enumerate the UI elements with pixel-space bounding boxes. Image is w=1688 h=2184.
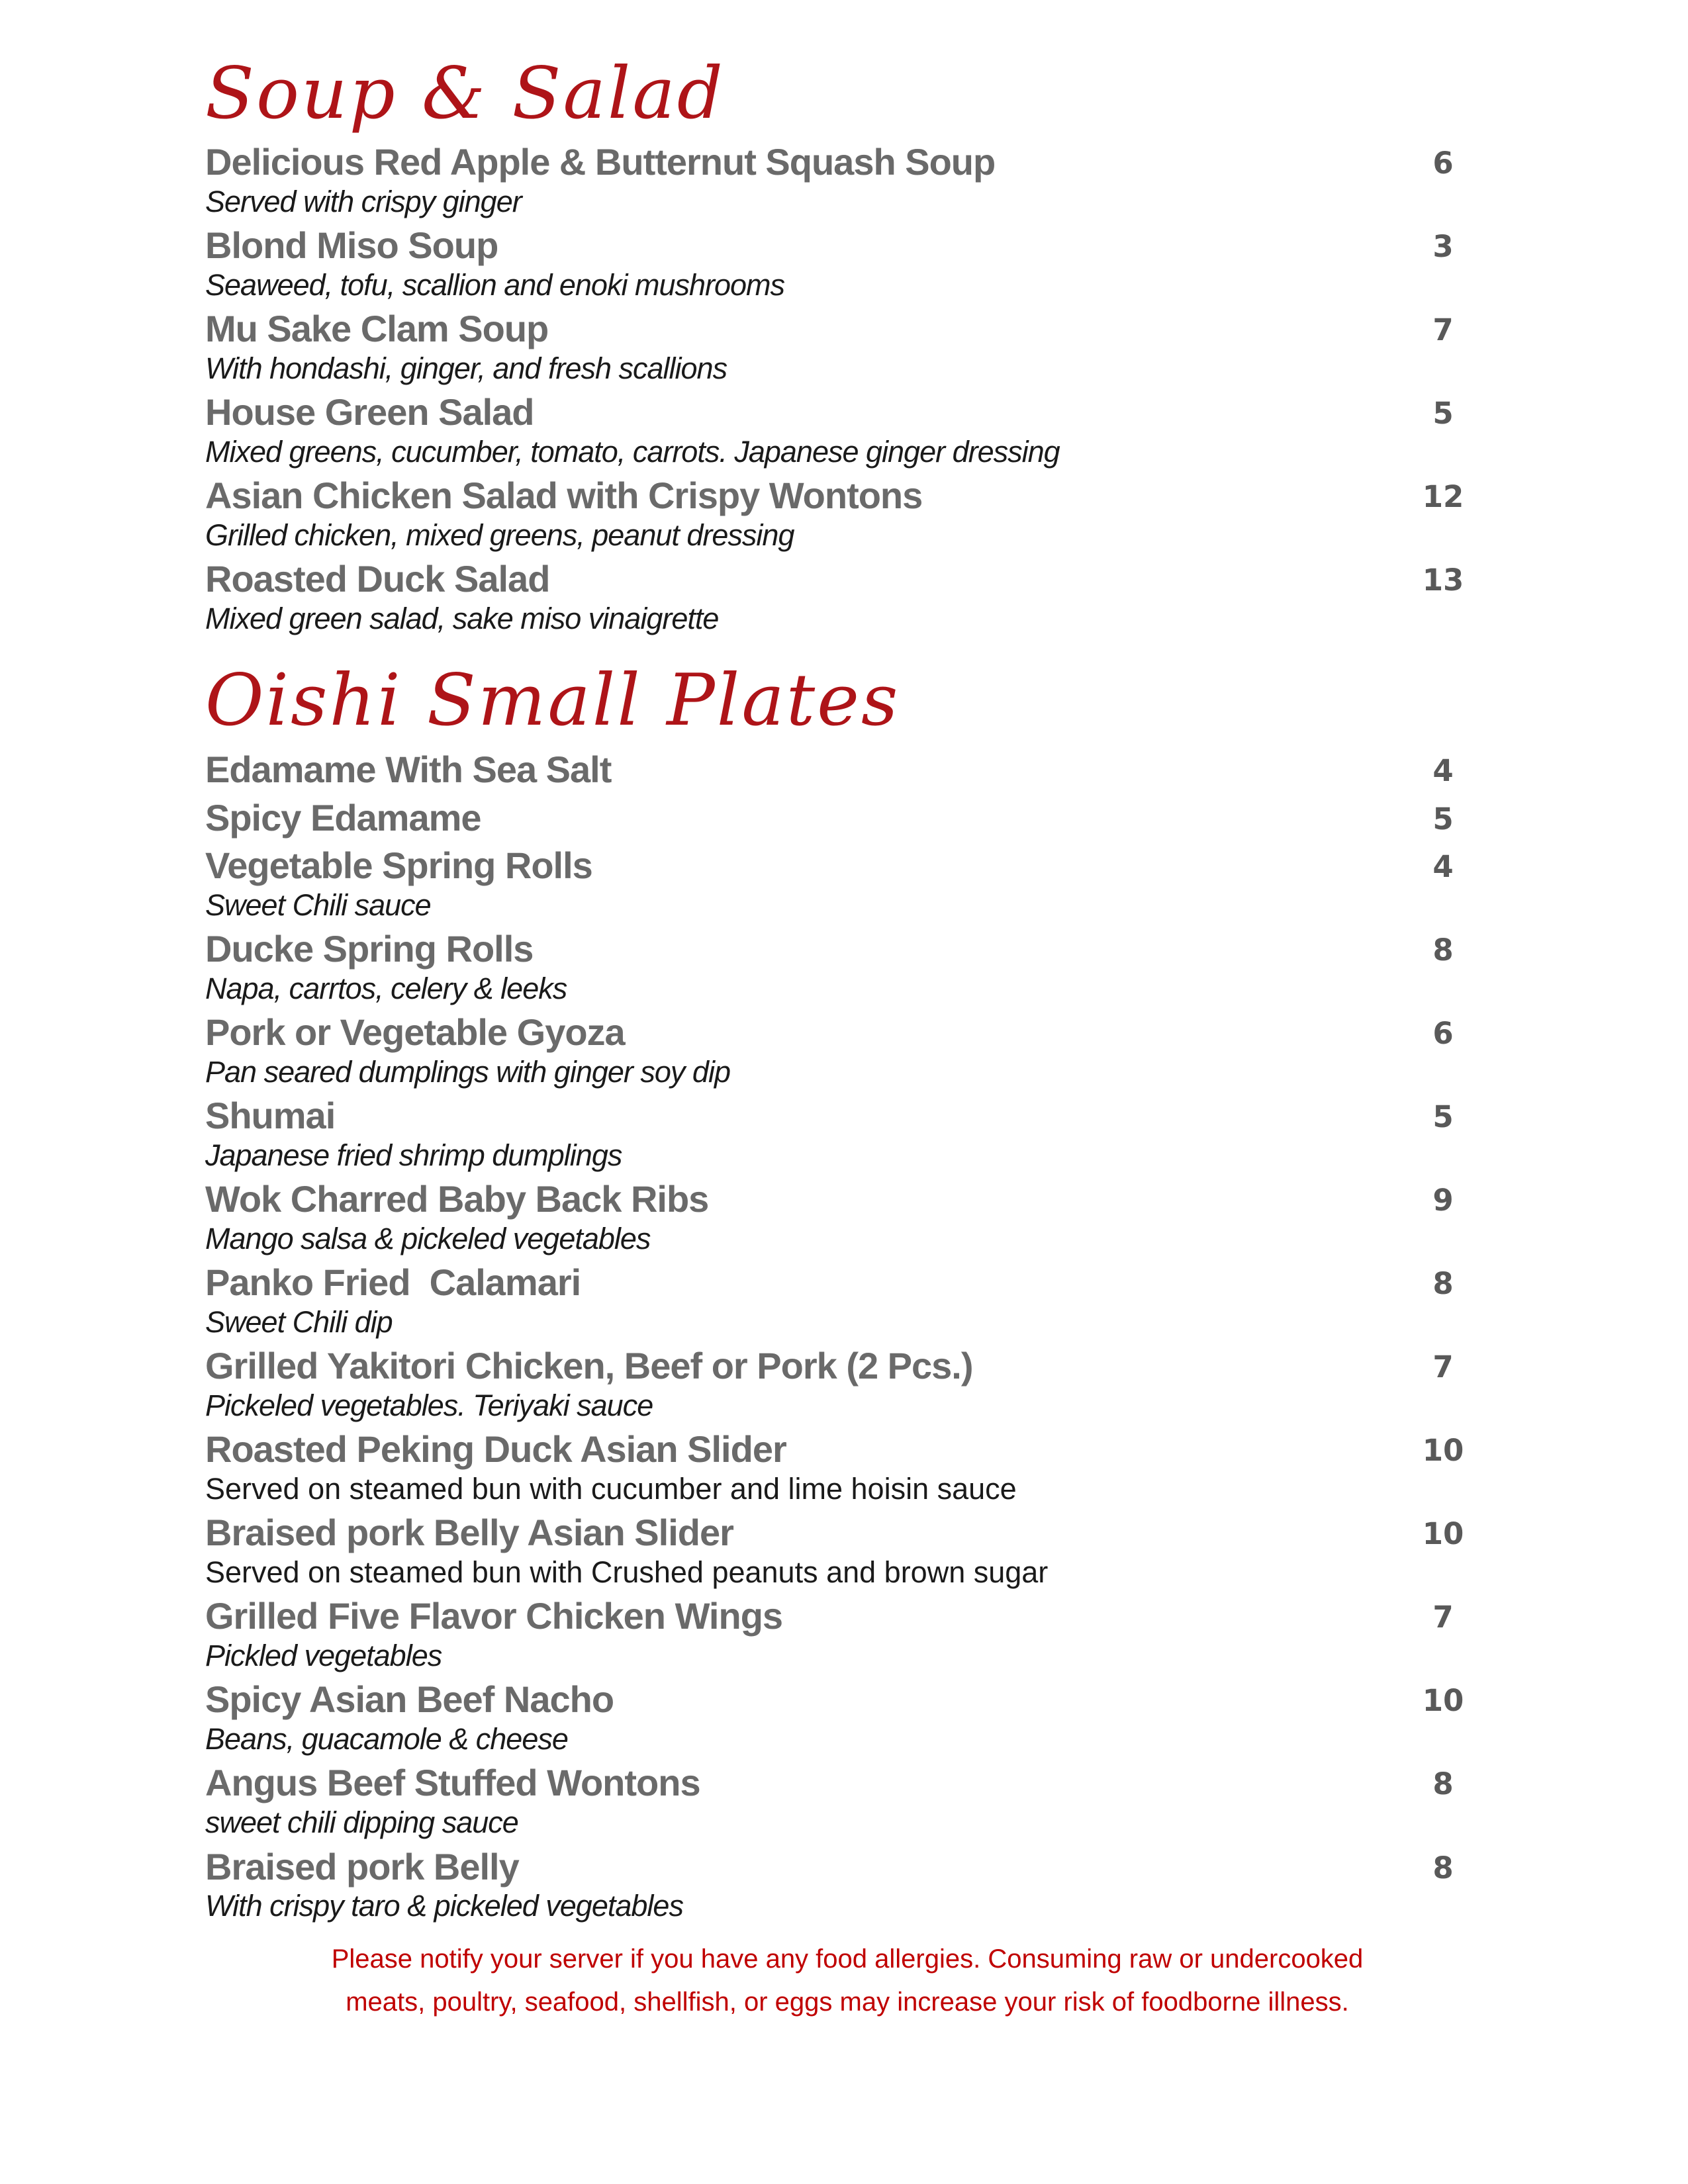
item-description: Served on steamed bun with Crushed peanuts and brown sugar [205, 1555, 1049, 1590]
allergy-disclaimer [205, 1938, 1489, 2024]
menu-sections [205, 52, 1489, 1923]
item-description: Served with crispy ginger [205, 185, 522, 219]
item-price: 4 [1432, 752, 1454, 788]
item-text [205, 1679, 1397, 1756]
item-text [205, 392, 1397, 469]
item-name: Blond Miso Soup [205, 224, 498, 267]
menu-item [205, 1846, 1489, 1923]
item-name: Spicy Edamame [205, 796, 481, 839]
item-description: Pickeled vegetables. Teriyaki sauce [205, 1388, 653, 1423]
item-price: 8 [1432, 1766, 1454, 1802]
menu-item [205, 392, 1489, 469]
item-text [205, 797, 1397, 839]
item-text [205, 225, 1397, 302]
item-price: 8 [1432, 1266, 1454, 1302]
disclaimer-line-2: meats, poultry, seafood, shellfish, or eggs may increase your risk of foodborne illness. [346, 1987, 1349, 2017]
item-name: Pork or Vegetable Gyoza [205, 1011, 625, 1054]
item-price: 4 [1432, 849, 1454, 885]
menu-item [205, 1262, 1489, 1339]
item-price: 10 [1422, 1516, 1464, 1552]
item-price: 5 [1432, 801, 1454, 837]
item-name: Braised pork Belly Asian Slider [205, 1512, 733, 1554]
menu-item [205, 1179, 1489, 1255]
item-name: Asian Chicken Salad with Crispy Wontons [205, 475, 923, 517]
item-text [205, 1262, 1397, 1339]
item-description: Beans, guacamole & cheese [205, 1722, 568, 1756]
item-price: 10 [1422, 1683, 1464, 1719]
item-name: Spicy Asian Beef Nacho [205, 1678, 614, 1721]
item-name: Roasted Duck Salad [205, 558, 550, 600]
item-name: Ducke Spring Rolls [205, 928, 534, 970]
menu-item [205, 142, 1489, 218]
item-text [205, 1095, 1397, 1172]
menu-item [205, 308, 1489, 385]
item-description: Mixed greens, cucumber, tomato, carrots. Japanese ginger dressing [205, 435, 1060, 469]
item-text [205, 1179, 1397, 1255]
item-description: Mango salsa & pickeled vegetables [205, 1222, 651, 1256]
item-price: 13 [1422, 563, 1464, 598]
menu-item [205, 797, 1489, 839]
item-text [205, 845, 1397, 922]
menu-item [205, 1762, 1489, 1839]
item-text [205, 475, 1397, 552]
item-price: 6 [1432, 146, 1454, 181]
item-name: Braised pork Belly [205, 1845, 519, 1888]
section-title: Oishi Small Plates [205, 659, 900, 743]
menu-item [205, 1429, 1489, 1506]
item-description: With hondashi, ginger, and fresh scallions [205, 351, 727, 386]
item-price: 8 [1432, 933, 1454, 968]
item-text [205, 308, 1397, 385]
item-description: Served on steamed bun with cucumber and lime hoisin sauce [205, 1472, 1017, 1506]
menu-item [205, 1596, 1489, 1672]
item-name: Wok Charred Baby Back Ribs [205, 1178, 709, 1220]
item-description: Seaweed, tofu, scallion and enoki mushrooms [205, 268, 785, 302]
item-price: 7 [1432, 1349, 1454, 1385]
item-description: Pan seared dumplings with ginger soy dip [205, 1055, 730, 1089]
menu-item [205, 749, 1489, 791]
item-description: Mixed green salad, sake miso vinaigrette [205, 602, 719, 636]
item-text [205, 1429, 1397, 1506]
item-description: With crispy taro & pickeled vegetables [205, 1889, 683, 1923]
item-description: Sweet Chili sauce [205, 888, 431, 923]
item-name: Mu Sake Clam Soup [205, 308, 549, 350]
item-name: Delicious Red Apple & Butternut Squash Soup [205, 141, 996, 183]
menu-item [205, 559, 1489, 635]
item-description: sweet chili dipping sauce [205, 1805, 518, 1840]
item-name: House Green Salad [205, 391, 534, 433]
item-text [205, 1012, 1397, 1089]
item-name: Angus Beef Stuffed Wontons [205, 1762, 700, 1804]
menu-item [205, 929, 1489, 1005]
item-text [205, 1846, 1397, 1923]
item-price: 5 [1432, 1099, 1454, 1135]
item-price: 5 [1432, 396, 1454, 432]
section-title: Soup & Salad [205, 52, 725, 135]
item-text [205, 1512, 1397, 1589]
item-description: Sweet Chili dip [205, 1305, 393, 1340]
menu-item [205, 1512, 1489, 1589]
item-name: Shumai [205, 1095, 336, 1137]
menu-item [205, 1345, 1489, 1422]
item-price: 8 [1432, 1850, 1454, 1886]
item-price: 7 [1432, 1600, 1454, 1635]
menu-item [205, 845, 1489, 922]
item-name: Roasted Peking Duck Asian Slider [205, 1428, 786, 1471]
menu-item [205, 225, 1489, 302]
item-text [205, 1596, 1397, 1672]
item-price: 6 [1432, 1016, 1454, 1052]
menu-section-0 [205, 52, 1489, 636]
menu-section-1 [205, 659, 1489, 1923]
disclaimer-line-1: Please notify your server if you have any food allergies. Consuming raw or undercooked [331, 1944, 1364, 1974]
menu-item [205, 1095, 1489, 1172]
item-price: 9 [1432, 1183, 1454, 1218]
item-price: 3 [1432, 229, 1454, 265]
item-name: Panko Fried Calamari [205, 1261, 581, 1304]
menu-item [205, 1679, 1489, 1756]
item-text [205, 929, 1397, 1005]
item-text [205, 1345, 1397, 1422]
item-name: Vegetable Spring Rolls [205, 844, 592, 887]
item-price: 7 [1432, 312, 1454, 348]
item-price: 12 [1422, 479, 1464, 515]
item-price: 10 [1422, 1433, 1464, 1469]
item-text [205, 559, 1397, 635]
item-text [205, 142, 1397, 218]
menu-item [205, 475, 1489, 552]
item-description: Japanese fried shrimp dumplings [205, 1138, 622, 1173]
menu-item [205, 1012, 1489, 1089]
item-description: Napa, carrtos, celery & leeks [205, 972, 567, 1006]
item-name: Grilled Yakitori Chicken, Beef or Pork (2 Pcs.) [205, 1345, 973, 1387]
item-text [205, 1762, 1397, 1839]
item-name: Grilled Five Flavor Chicken Wings [205, 1595, 783, 1637]
item-text [205, 749, 1397, 791]
item-description: Grilled chicken, mixed greens, peanut dressing [205, 518, 794, 553]
item-name: Edamame With Sea Salt [205, 748, 612, 790]
item-description: Pickled vegetables [205, 1639, 442, 1673]
